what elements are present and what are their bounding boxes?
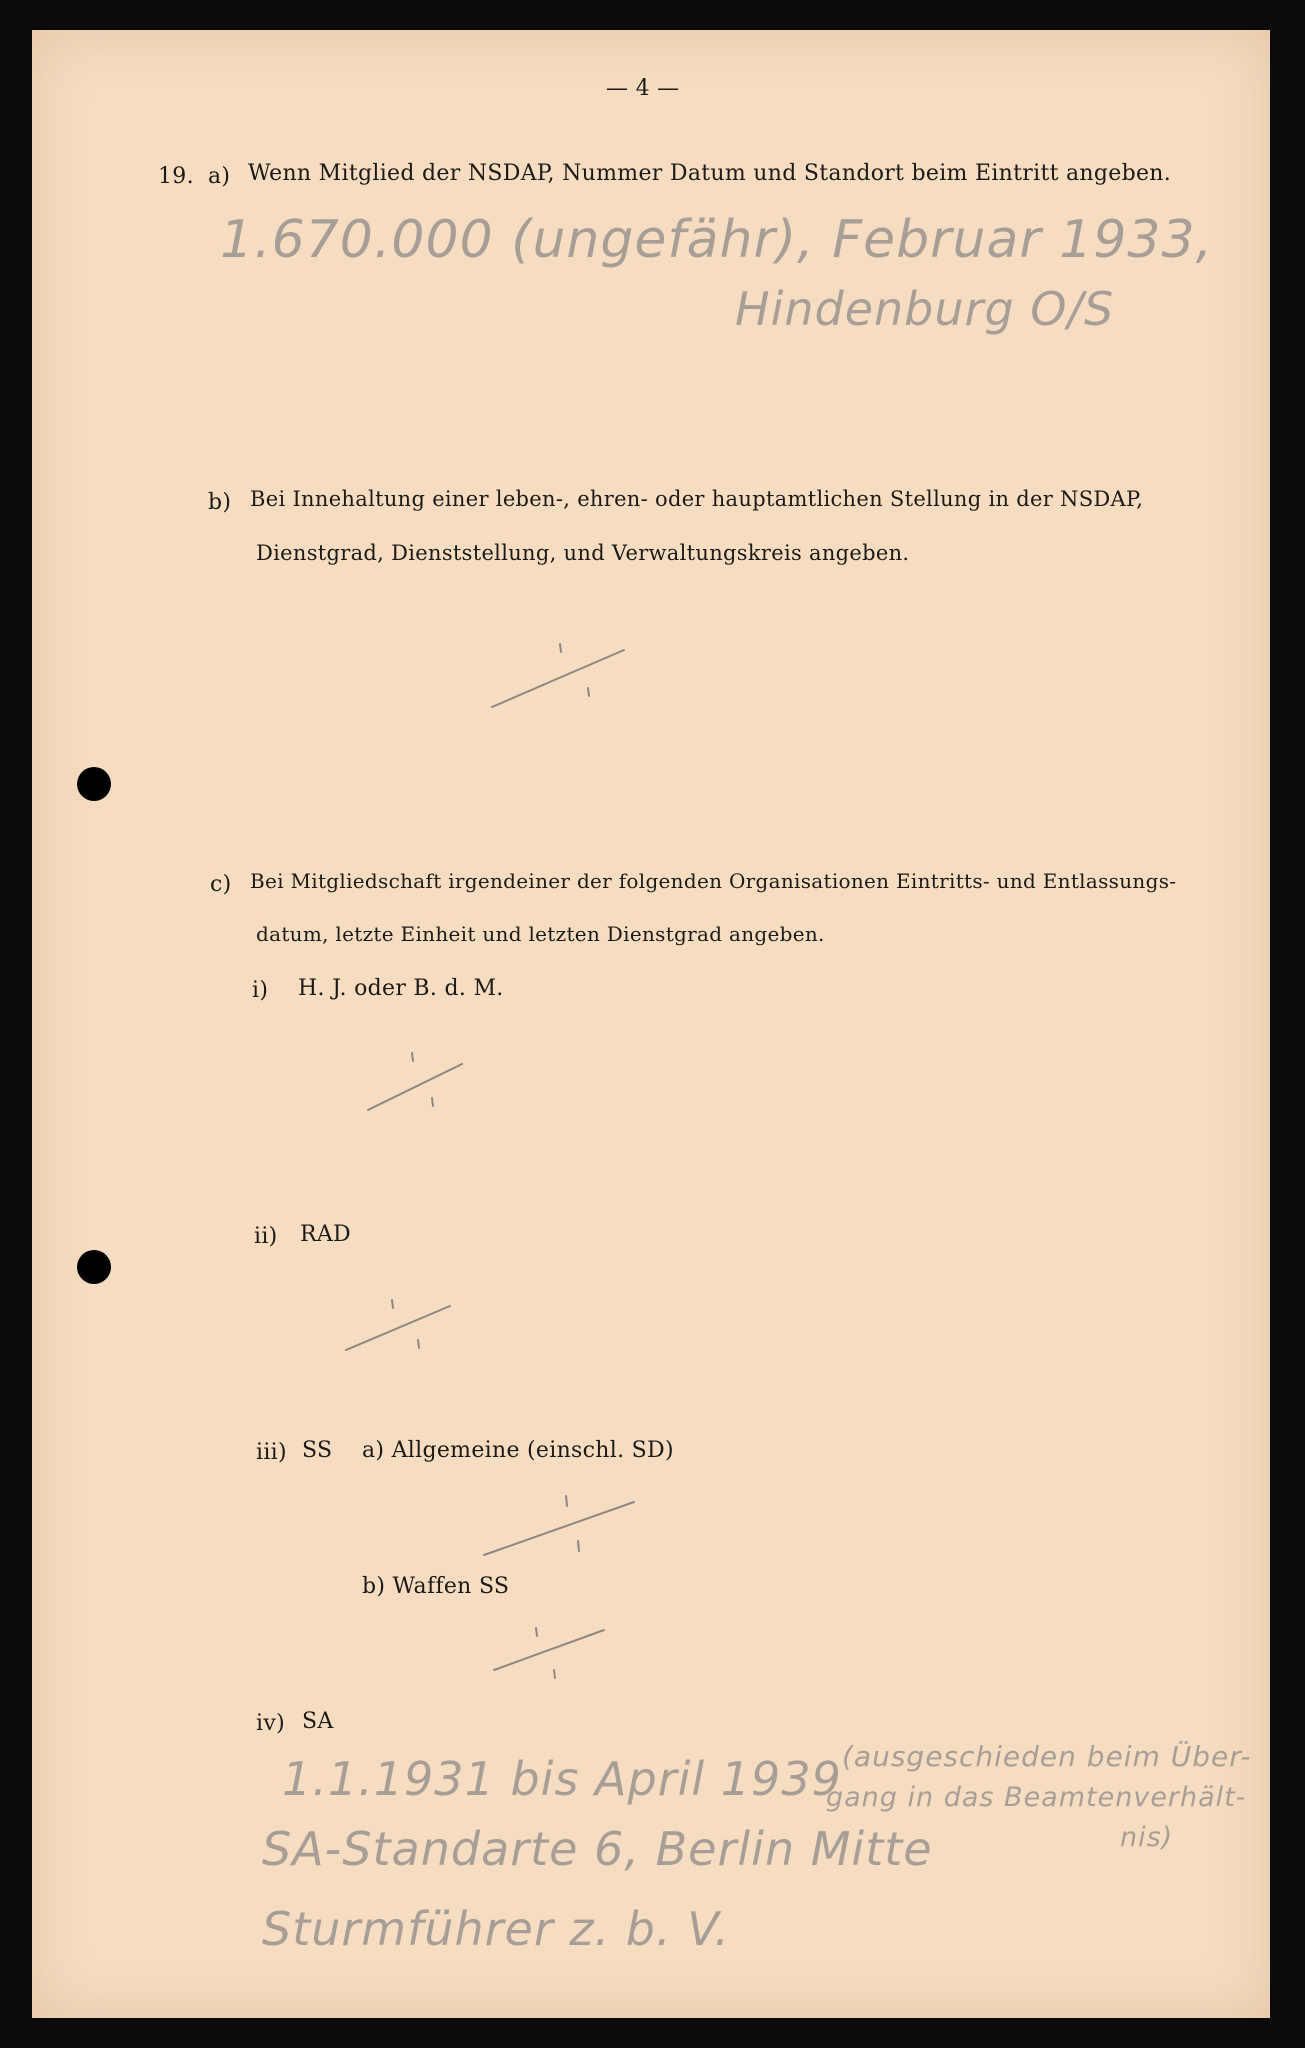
q19a-text: Wenn Mitglied der NSDAP, Nummer Datum und Standort beim Eintritt angeben. [248,161,1172,186]
q19b-line1: Bei Innehaltung einer leben-, ehren- oder hauptamtlichen Stellung in der NSDAP, [250,487,1144,511]
q19c-line1: Bei Mitgliedschaft irgendeiner der folgenden Organisationen Eintritts- und Entlassungs- [250,869,1177,893]
nil-mark-19b [492,644,624,707]
nil-mark-rad [346,1300,450,1350]
nil-mark-ss-allgemeine [484,1496,634,1555]
item-ii-label: RAD [300,1222,351,1247]
sa-handwritten-dates: 1.1.1931 bis April 1939 [282,1752,842,1806]
item-i-marker: i) [252,978,269,1003]
page-number: — 4 — [606,76,680,101]
q19b-line2: Dienstgrad, Dienststellung, und Verwaltungskreis angeben. [256,541,910,565]
item-ii-marker: ii) [254,1224,278,1249]
item-iii-marker: iii) [256,1440,287,1465]
item-iv-marker: iv) [256,1711,285,1736]
sa-handwritten-note-line3: nis) [1120,1822,1174,1853]
item-i-label: H. J. oder B. d. M. [298,976,504,1001]
item-iv-label: SA [302,1709,334,1734]
q19a-handwritten-answer-line1: 1.670.000 (ungefähr), Februar 1933, [220,210,1214,270]
q19a-handwritten-answer-line2: Hindenburg O/S [735,282,1115,336]
q19c-line2: datum, letzte Einheit und letzten Dienstgrad angeben. [256,922,825,946]
item-iii-a: a) Allgemeine (einschl. SD) [362,1438,674,1463]
nil-mark-hj [368,1053,462,1110]
sa-handwritten-rank: Sturmführer z. b. V. [262,1902,731,1956]
q19a-marker: a) [208,164,231,189]
nil-mark-waffen-ss [494,1628,604,1678]
sa-handwritten-note-line1: (ausgeschieden beim Über- [842,1740,1252,1773]
item-iii-b: b) Waffen SS [362,1574,510,1599]
sa-handwritten-note-line2: gang in das Beamtenverhält- [826,1782,1247,1813]
item-iii-label: SS [302,1438,333,1463]
sa-handwritten-unit: SA-Standarte 6, Berlin Mitte [262,1822,933,1876]
question-number: 19. [158,164,194,189]
q19c-marker: c) [210,872,232,897]
q19b-marker: b) [208,490,232,515]
